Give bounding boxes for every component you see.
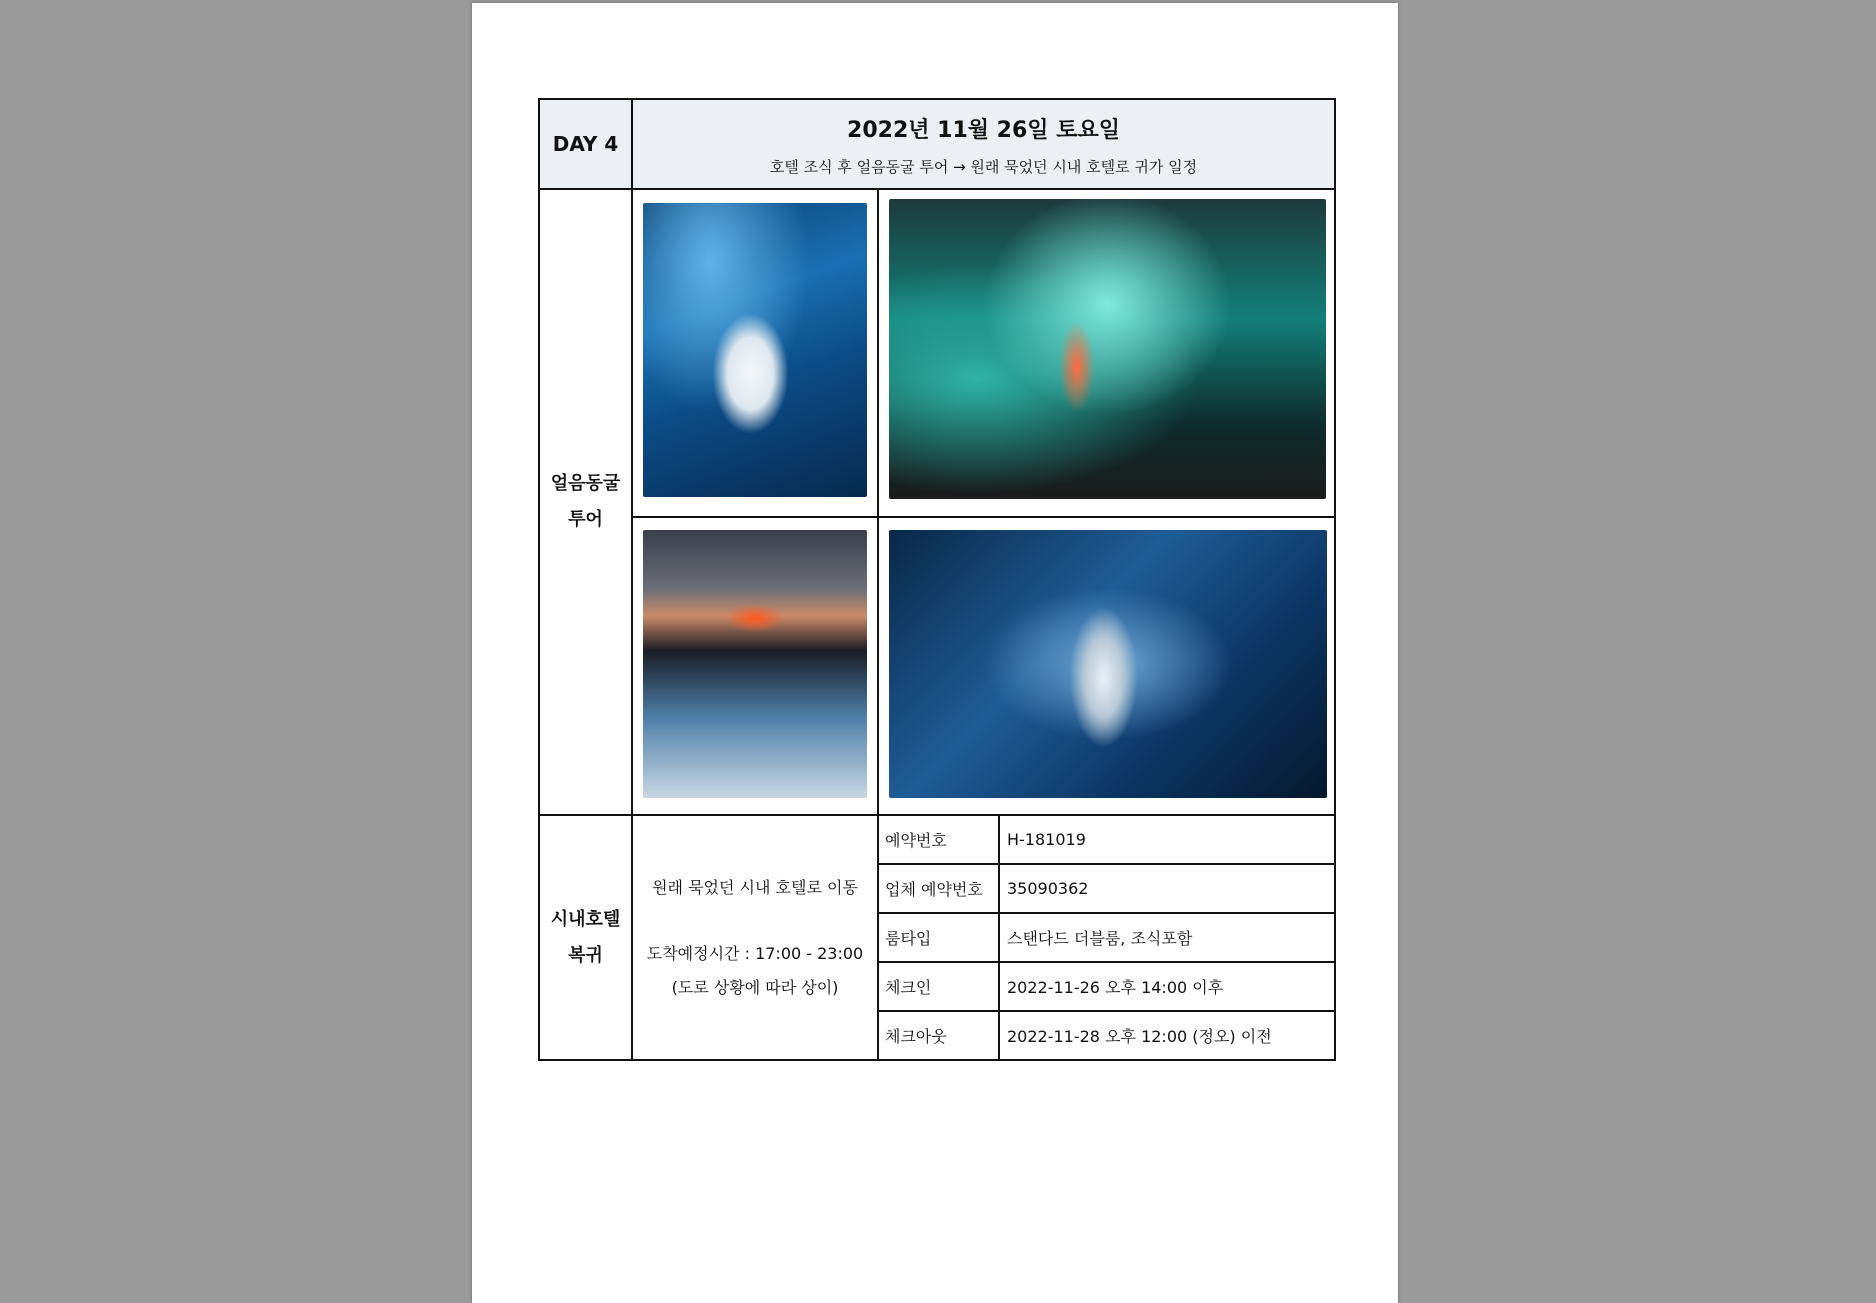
day-header-row xyxy=(539,99,1335,189)
document-page xyxy=(472,3,1398,1303)
return-label xyxy=(539,815,632,1060)
return-move-text: 원래 묵었던 시내 호텔로 이동 xyxy=(652,877,858,897)
photo-cell-1 xyxy=(632,189,878,517)
return-row-1 xyxy=(539,815,1335,864)
booking-value: 스탠다드 더블룸, 조식포함 xyxy=(999,913,1335,962)
booking-value: 35090362 xyxy=(999,864,1335,913)
arrival-time-text: 도착예정시간 : 17:00 - 23:00 xyxy=(646,943,864,963)
return-label-line1: 시내호텔 xyxy=(550,908,621,930)
return-description xyxy=(632,815,878,1060)
day-header xyxy=(632,99,1335,189)
photo-cell-2 xyxy=(878,189,1335,517)
blue-ice-cave-photo xyxy=(889,530,1327,798)
booking-value: 2022-11-26 오후 14:00 이후 xyxy=(999,962,1335,1011)
tour-row-2 xyxy=(539,517,1335,815)
arrival-note-text: (도로 상황에 따라 상이) xyxy=(671,977,839,997)
day-date: 2022년 11월 26일 토요일 xyxy=(847,118,1120,143)
booking-key: 예약번호 xyxy=(878,815,999,864)
glacier-beach-sunset-photo xyxy=(643,530,867,798)
photo-cell-3 xyxy=(632,517,878,815)
itinerary-table xyxy=(538,98,1336,1061)
photo-cell-4 xyxy=(878,517,1335,815)
turquoise-ice-cave-photo xyxy=(889,199,1326,499)
day-summary: 호텔 조식 후 얼음동굴 투어 → 원래 묵었던 시내 호텔로 귀가 일정 xyxy=(769,158,1198,176)
tour-label xyxy=(539,189,632,815)
booking-key: 룸타입 xyxy=(878,913,999,962)
booking-value: 2022-11-28 오후 12:00 (정오) 이전 xyxy=(999,1011,1335,1060)
booking-key: 체크아웃 xyxy=(878,1011,999,1060)
ice-cave-tunnel-photo xyxy=(643,203,867,497)
tour-label-line2: 투어 xyxy=(568,509,603,530)
return-label-line2: 복귀 xyxy=(568,944,603,966)
booking-key: 업체 예약번호 xyxy=(878,864,999,913)
tour-row-1 xyxy=(539,189,1335,517)
booking-value: H-181019 xyxy=(999,815,1335,864)
booking-key: 체크인 xyxy=(878,962,999,1011)
spacer xyxy=(633,905,877,937)
tour-label-line1: 얼음동굴 xyxy=(550,473,621,494)
day-label: DAY 4 xyxy=(539,99,632,189)
